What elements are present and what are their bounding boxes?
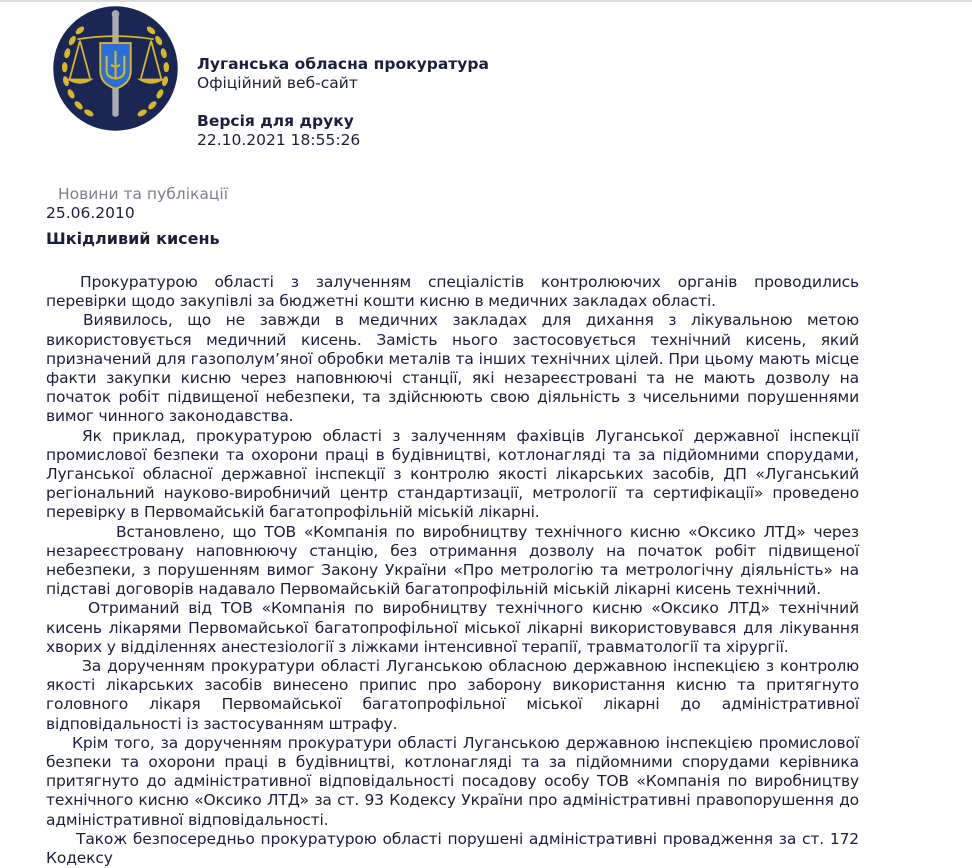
article-paragraph: Крім того, за дорученням прокуратури області Луганською державною інспекцією промислової безпеки та охорони праці в будівництві, котлонагляді та за підйомними спорудами керівника притягнуто до адміністративної відповідальності посадову особу ТОВ «Компанія по виробництву технічного кисню «Оксико ЛТД» за ст. 93 Кодексу України про адміністративні правопорушення до адміністративної відповідальності. bbox=[46, 733, 859, 829]
site-name: Луганська обласна прокуратура bbox=[197, 55, 489, 73]
article-paragraph: Також безпосередньо прокуратурою області порушені адміністративні провадження за ст. 172 Кодексу bbox=[46, 829, 859, 868]
article-meta bbox=[46, 185, 228, 248]
article-body bbox=[46, 273, 859, 868]
print-version-block bbox=[197, 112, 489, 150]
prosecutor-emblem-logo bbox=[52, 5, 179, 132]
article-paragraph: Встановлено, що ТОВ «Компанія по виробництву технічного кисню «Оксико ЛТД» через незареєстровану наповнюючу станцію, без отримання дозволу на початок робіт підвищеної небезпеки, з порушенням вимог Закону України «Про метрологію та метрологічну діяльність» на підставі договорів надавало Первомайській багатопрофільній міській лікарні кисень технічний. bbox=[46, 522, 859, 599]
article-paragraph: Отриманий від ТОВ «Компанія по виробництву технічного кисню «Оксико ЛТД» технічний кисень лікарями Первомайської багатопрофільної міської лікарні використовувався для лікування хворих у відділеннях анестезіології з ліжками інтенсивної терапії, травматології та хірургії. bbox=[46, 599, 859, 656]
article-category: Новини та публікації bbox=[58, 185, 229, 203]
page-header bbox=[52, 5, 952, 155]
article-paragraph: Виявилось, що не завжди в медичних закладах для дихання з лікувальною метою використовується медичний кисень. Замість нього застосовується технічний кисень, який призначений для газополум’яної обробки металів та інших технічних цілей. При цьому мають місце факти закупки кисню через наповнюючі станції, які незареєстровані та не мають дозволу на початок робіт підвищеної небезпеки, та здійснюють свою діяльність з чисельними порушеннями вимог чинного законодавства. bbox=[46, 311, 859, 426]
print-version-label: Версія для друку bbox=[197, 112, 354, 130]
article-paragraph: За дорученням прокуратури області Луганською обласною державною інспекцією з контролю якості лікарських засобів винесено припис про заборону використання кисню та притягнуто головного лікаря Первомайської багатопрофільної міської лікарні до адміністративної відповідальності із застосуванням штрафу. bbox=[46, 657, 859, 733]
article-paragraph: Прокуратурою області з залученням спеціалістів контролюючих органів проводились перевірки щодо закупівлі за бюджетні кошти кисню в медичних закладах області. bbox=[46, 273, 859, 311]
article-title: Шкідливий кисень bbox=[46, 229, 220, 248]
article-paragraph: Як приклад, прокуратурою області з залученням фахівців Луганської державної інспекції промислової безпеки та охорони праці в будівництві, котлонагляді та за підйомними спорудами, Луганської обласної державної інспекції з контролю якості лікарських засобів, ДП «Луганський регіональний науково-виробничий центр стандартизації, метрології та сертифікації» проведено перевірку в Первомайській багатопрофільній міській лікарні. bbox=[46, 426, 859, 522]
header-text bbox=[197, 55, 489, 150]
site-subtitle: Офіційний веб-сайт bbox=[197, 74, 358, 92]
article-date: 25.06.2010 bbox=[46, 204, 135, 222]
print-timestamp: 22.10.2021 18:55:26 bbox=[197, 131, 361, 149]
